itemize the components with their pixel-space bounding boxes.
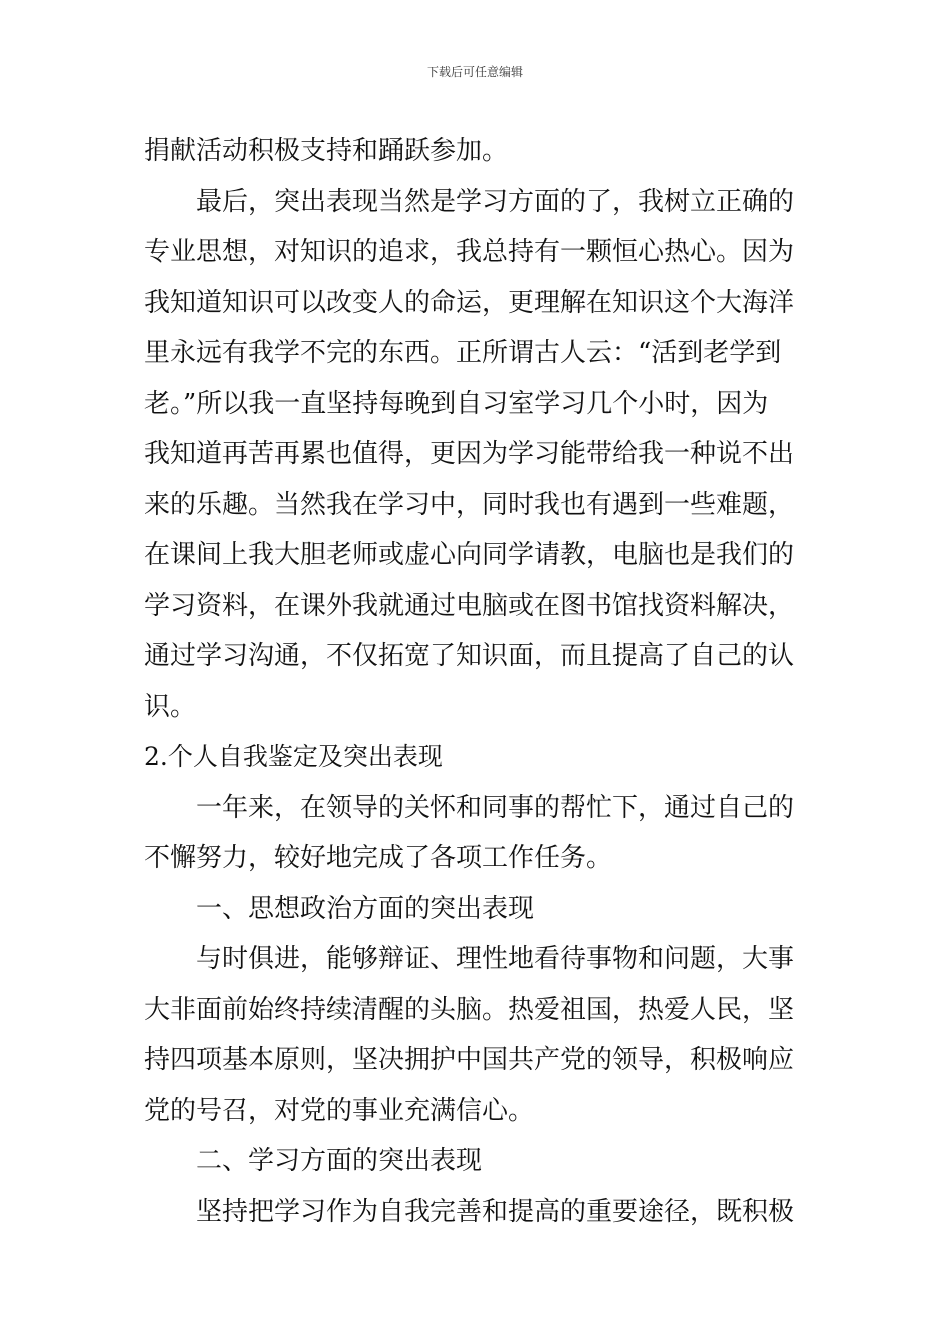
text-line: 我知道知识可以改变人的命运，更理解在知识这个大海洋 — [144, 287, 795, 318]
text-line: 学习资料，在课外我就通过电脑或在图书馆找资料解决， — [144, 590, 795, 621]
text-line: 坚持把学习作为自我完善和提高的重要途径，既积极 — [196, 1196, 795, 1227]
document-body — [144, 126, 809, 1237]
text-line: 一年来，在领导的关怀和同事的帮忙下，通过自己的 — [196, 792, 795, 823]
text-line: 我知道再苦再累也值得，更因为学习能带给我一种说不出 — [144, 439, 795, 469]
text-line: 识。 — [144, 691, 197, 722]
text-line: 里永远有我学不完的东西。正所谓古人云：“活到老学到 — [144, 338, 782, 368]
subsection-heading: 一、思想政治方面的突出表现 — [196, 893, 535, 924]
text-line: 与时俱进，能够辩证、理性地看待事物和问题，大事 — [196, 944, 795, 974]
text-line: 在课间上我大胆老师或虚心向同学请教，电脑也是我们的 — [144, 540, 795, 570]
section-heading: 2.个人自我鉴定及突出表现 — [144, 742, 443, 771]
text-line: 党的号召，对党的事业充满信心。 — [144, 1095, 535, 1126]
text-line: 不懈努力，较好地完成了各项工作任务。 — [144, 843, 613, 873]
subsection-heading: 二、学习方面的突出表现 — [196, 1146, 483, 1176]
text-line: 通过学习沟通，不仅拓宽了知识面，而且提高了自己的认 — [144, 641, 795, 671]
text-line: 老。”所以我一直坚持每晚到自习室学习几个小时，因为 — [144, 388, 769, 419]
text-line: 最后，突出表现当然是学习方面的了，我树立正确的 — [196, 186, 795, 217]
page-header: 下载后可任意编辑 — [426, 65, 523, 79]
text-line: 来的乐趣。当然我在学习中，同时我也有遇到一些难题， — [144, 489, 795, 520]
text-line: 持四项基本原则，坚决拥护中国共产党的领导，积极响应 — [144, 1045, 795, 1075]
text-line: 专业思想，对知识的追求，我总持有一颗恒心热心。因为 — [144, 237, 795, 267]
text-line: 捐献活动积极支持和踊跃参加。 — [144, 136, 509, 166]
text-line: 大非面前始终持续清醒的头脑。热爱祖国，热爱人民，坚 — [144, 994, 795, 1025]
